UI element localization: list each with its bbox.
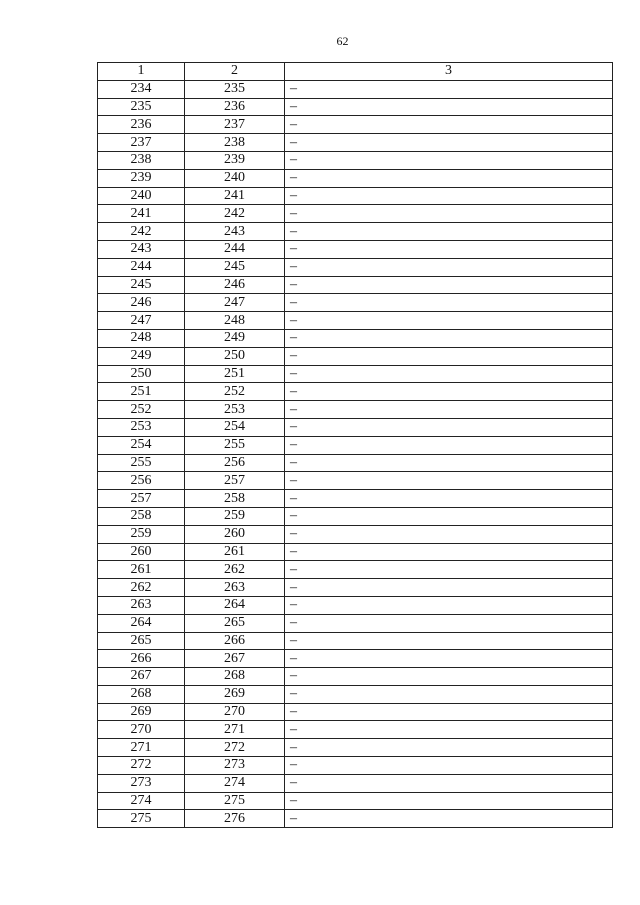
- cell-col-2: 237: [185, 116, 285, 134]
- cell-col-1: 252: [98, 401, 185, 419]
- table-row: [98, 507, 613, 525]
- table-row: [98, 80, 613, 98]
- cell-col-2: 251: [185, 365, 285, 383]
- cell-col-2: 272: [185, 739, 285, 757]
- cell-col-2: 268: [185, 668, 285, 686]
- cell-col-2: 243: [185, 223, 285, 241]
- cell-col-2: 275: [185, 792, 285, 810]
- table-body: [98, 80, 613, 827]
- cell-col-2: 245: [185, 258, 285, 276]
- table-row: [98, 614, 613, 632]
- cell-col-2: 276: [185, 810, 285, 828]
- cell-col-3: –: [285, 561, 613, 579]
- cell-col-1: 248: [98, 329, 185, 347]
- cell-col-2: 270: [185, 703, 285, 721]
- cell-col-3: –: [285, 490, 613, 508]
- cell-col-2: 247: [185, 294, 285, 312]
- cell-col-2: 257: [185, 472, 285, 490]
- cell-col-2: 260: [185, 525, 285, 543]
- table-row: [98, 329, 613, 347]
- cell-col-2: 269: [185, 685, 285, 703]
- cell-col-2: 255: [185, 436, 285, 454]
- cell-col-3: –: [285, 436, 613, 454]
- cell-col-2: 238: [185, 134, 285, 152]
- cell-col-2: 264: [185, 596, 285, 614]
- cell-col-3: –: [285, 223, 613, 241]
- cell-col-1: 239: [98, 169, 185, 187]
- cell-col-2: 263: [185, 579, 285, 597]
- table-row: [98, 490, 613, 508]
- cell-col-1: 261: [98, 561, 185, 579]
- table-row: [98, 472, 613, 490]
- cell-col-3: –: [285, 240, 613, 258]
- cell-col-3: –: [285, 187, 613, 205]
- column-header-3: 3: [285, 63, 613, 81]
- cell-col-1: 269: [98, 703, 185, 721]
- cell-col-2: 258: [185, 490, 285, 508]
- cell-col-1: 242: [98, 223, 185, 241]
- cell-col-2: 241: [185, 187, 285, 205]
- table-row: [98, 579, 613, 597]
- table-row: [98, 596, 613, 614]
- cell-col-1: 245: [98, 276, 185, 294]
- table-row: [98, 347, 613, 365]
- cell-col-1: 257: [98, 490, 185, 508]
- table-row: [98, 739, 613, 757]
- table-row: [98, 169, 613, 187]
- cell-col-1: 256: [98, 472, 185, 490]
- cell-col-3: –: [285, 721, 613, 739]
- cell-col-2: 266: [185, 632, 285, 650]
- cell-col-3: –: [285, 507, 613, 525]
- table-row: [98, 312, 613, 330]
- cell-col-1: 259: [98, 525, 185, 543]
- cell-col-3: –: [285, 774, 613, 792]
- cell-col-2: 248: [185, 312, 285, 330]
- column-header-1: 1: [98, 63, 185, 81]
- cell-col-2: 262: [185, 561, 285, 579]
- cell-col-1: 251: [98, 383, 185, 401]
- table-row: [98, 383, 613, 401]
- cell-col-1: 263: [98, 596, 185, 614]
- cell-col-3: –: [285, 134, 613, 152]
- table-row: [98, 668, 613, 686]
- cell-col-1: 249: [98, 347, 185, 365]
- cell-col-3: –: [285, 668, 613, 686]
- table-row: [98, 436, 613, 454]
- table-row: [98, 810, 613, 828]
- cell-col-3: –: [285, 383, 613, 401]
- table-row: [98, 561, 613, 579]
- cell-col-3: –: [285, 703, 613, 721]
- table-row: [98, 401, 613, 419]
- cell-col-2: 259: [185, 507, 285, 525]
- cell-col-3: –: [285, 810, 613, 828]
- cell-col-2: 256: [185, 454, 285, 472]
- cell-col-3: –: [285, 151, 613, 169]
- cell-col-3: –: [285, 543, 613, 561]
- cell-col-2: 249: [185, 329, 285, 347]
- cell-col-1: 275: [98, 810, 185, 828]
- table-row: [98, 703, 613, 721]
- table-row: [98, 792, 613, 810]
- cell-col-2: 235: [185, 80, 285, 98]
- cell-col-3: –: [285, 401, 613, 419]
- cell-col-3: –: [285, 472, 613, 490]
- cell-col-1: 254: [98, 436, 185, 454]
- cell-col-1: 250: [98, 365, 185, 383]
- table-row: [98, 632, 613, 650]
- table-row: [98, 721, 613, 739]
- cell-col-3: –: [285, 792, 613, 810]
- table-row: [98, 134, 613, 152]
- cell-col-1: 272: [98, 757, 185, 775]
- cell-col-3: –: [285, 205, 613, 223]
- cell-col-2: 254: [185, 418, 285, 436]
- table-row: [98, 454, 613, 472]
- cell-col-1: 236: [98, 116, 185, 134]
- table-row: [98, 151, 613, 169]
- table-row: [98, 685, 613, 703]
- cell-col-2: 261: [185, 543, 285, 561]
- data-table: [97, 62, 613, 828]
- cell-col-1: 260: [98, 543, 185, 561]
- table-row: [98, 650, 613, 668]
- cell-col-3: –: [285, 579, 613, 597]
- cell-col-1: 237: [98, 134, 185, 152]
- cell-col-2: 265: [185, 614, 285, 632]
- cell-col-1: 273: [98, 774, 185, 792]
- table-row: [98, 223, 613, 241]
- table-row: [98, 525, 613, 543]
- cell-col-1: 262: [98, 579, 185, 597]
- cell-col-3: –: [285, 685, 613, 703]
- cell-col-1: 246: [98, 294, 185, 312]
- column-header-2: 2: [185, 63, 285, 81]
- cell-col-3: –: [285, 329, 613, 347]
- cell-col-3: –: [285, 98, 613, 116]
- cell-col-1: 241: [98, 205, 185, 223]
- page-number: 62: [336, 34, 349, 48]
- cell-col-1: 274: [98, 792, 185, 810]
- cell-col-1: 271: [98, 739, 185, 757]
- cell-col-3: –: [285, 258, 613, 276]
- cell-col-2: 236: [185, 98, 285, 116]
- cell-col-2: 252: [185, 383, 285, 401]
- cell-col-3: –: [285, 312, 613, 330]
- cell-col-2: 240: [185, 169, 285, 187]
- table-row: [98, 294, 613, 312]
- cell-col-3: –: [285, 347, 613, 365]
- cell-col-3: –: [285, 632, 613, 650]
- cell-col-1: 270: [98, 721, 185, 739]
- cell-col-1: 238: [98, 151, 185, 169]
- cell-col-3: –: [285, 650, 613, 668]
- table-row: [98, 240, 613, 258]
- cell-col-1: 267: [98, 668, 185, 686]
- cell-col-1: 247: [98, 312, 185, 330]
- cell-col-3: –: [285, 80, 613, 98]
- cell-col-2: 250: [185, 347, 285, 365]
- table-row: [98, 258, 613, 276]
- cell-col-2: 273: [185, 757, 285, 775]
- cell-col-1: 235: [98, 98, 185, 116]
- cell-col-3: –: [285, 454, 613, 472]
- table-row: [98, 98, 613, 116]
- cell-col-3: –: [285, 116, 613, 134]
- cell-col-3: –: [285, 739, 613, 757]
- cell-col-2: 274: [185, 774, 285, 792]
- cell-col-1: 258: [98, 507, 185, 525]
- cell-col-2: 244: [185, 240, 285, 258]
- cell-col-2: 239: [185, 151, 285, 169]
- cell-col-2: 253: [185, 401, 285, 419]
- cell-col-1: 240: [98, 187, 185, 205]
- table-header-row: [98, 63, 613, 81]
- table-row: [98, 418, 613, 436]
- table-row: [98, 774, 613, 792]
- table-row: [98, 365, 613, 383]
- cell-col-2: 271: [185, 721, 285, 739]
- cell-col-3: –: [285, 418, 613, 436]
- table-row: [98, 543, 613, 561]
- cell-col-1: 253: [98, 418, 185, 436]
- cell-col-1: 265: [98, 632, 185, 650]
- cell-col-2: 267: [185, 650, 285, 668]
- cell-col-3: –: [285, 757, 613, 775]
- cell-col-2: 246: [185, 276, 285, 294]
- cell-col-3: –: [285, 596, 613, 614]
- cell-col-3: –: [285, 365, 613, 383]
- cell-col-1: 243: [98, 240, 185, 258]
- cell-col-1: 244: [98, 258, 185, 276]
- table-row: [98, 187, 613, 205]
- table-row: [98, 116, 613, 134]
- cell-col-1: 266: [98, 650, 185, 668]
- table-row: [98, 757, 613, 775]
- cell-col-2: 242: [185, 205, 285, 223]
- cell-col-1: 268: [98, 685, 185, 703]
- cell-col-1: 234: [98, 80, 185, 98]
- cell-col-3: –: [285, 276, 613, 294]
- cell-col-3: –: [285, 169, 613, 187]
- table-row: [98, 205, 613, 223]
- cell-col-3: –: [285, 614, 613, 632]
- cell-col-3: –: [285, 525, 613, 543]
- cell-col-3: –: [285, 294, 613, 312]
- cell-col-1: 255: [98, 454, 185, 472]
- table-row: [98, 276, 613, 294]
- cell-col-1: 264: [98, 614, 185, 632]
